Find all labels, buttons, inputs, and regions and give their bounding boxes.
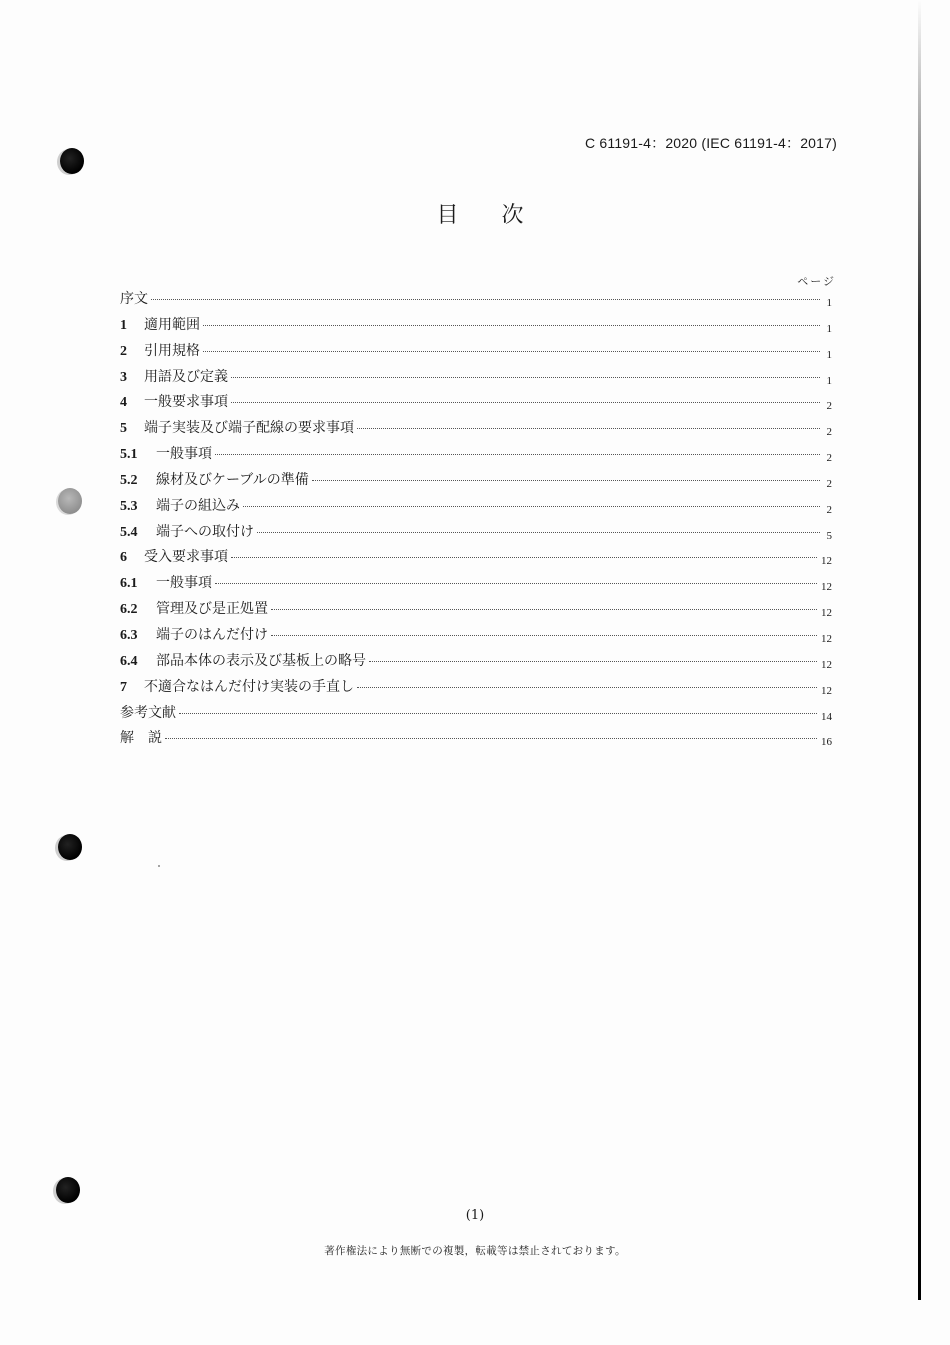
toc-entry[interactable] (120, 676, 832, 702)
toc-entry-page: 5 (826, 529, 832, 542)
toc-dot-leader (203, 324, 820, 326)
copyright-notice: 著作権法により無断での複製，転載等は禁止されております。 (324, 1245, 626, 1257)
toc-entry-page: 2 (826, 400, 832, 413)
toc-dot-leader (179, 712, 817, 714)
toc-dot-leader (271, 608, 817, 610)
toc-entry-title: 一般要求事項 (144, 394, 228, 411)
page-folio: (1) (465, 1208, 485, 1223)
toc-entry-number: 3 (120, 369, 127, 385)
toc-entry[interactable] (120, 495, 832, 521)
table-of-contents (120, 288, 832, 753)
toc-entry-title: 端子への取付け (156, 523, 254, 540)
toc-dot-leader (243, 505, 820, 507)
toc-entry[interactable] (120, 598, 832, 624)
toc-entry-page: 12 (821, 632, 832, 645)
toc-entry-title: 線材及びケーブルの準備 (156, 471, 309, 488)
toc-entry-number: 6.3 (120, 627, 138, 643)
toc-entry-number: 2 (120, 343, 127, 359)
toc-entry-title: 受入要求事項 (144, 549, 228, 566)
toc-entry-title: 用語及び定義 (144, 368, 228, 385)
toc-entry-title: 序文 (120, 291, 148, 307)
toc-entry-number: 5.1 (120, 447, 138, 463)
toc-entry-page: 16 (821, 736, 832, 749)
toc-entry-number: 5.4 (120, 524, 138, 540)
toc-dot-leader (257, 531, 820, 533)
toc-entry-title: 一般事項 (156, 446, 212, 463)
toc-entry-page: 1 (826, 348, 832, 361)
toc-entry[interactable] (120, 702, 832, 728)
toc-dot-leader (369, 660, 817, 662)
toc-entry-title: 管理及び是正処置 (156, 601, 268, 618)
toc-entry-number: 6.1 (120, 576, 138, 592)
toc-entry-title: 参考文献 (120, 704, 176, 721)
toc-entry[interactable] (120, 314, 832, 340)
toc-dot-leader (231, 376, 820, 378)
toc-entry-title: 端子の組込み (156, 497, 240, 514)
binder-hole (58, 834, 82, 860)
toc-entry-page: 12 (821, 684, 832, 697)
binder-hole (58, 488, 82, 514)
page-column-label: ページ (797, 275, 836, 288)
toc-dot-leader (203, 350, 820, 352)
toc-entry-title: 部品本体の表示及び基板上の略号 (156, 652, 366, 669)
toc-entry[interactable] (120, 391, 832, 417)
toc-entry[interactable] (120, 340, 832, 366)
toc-entry-page: 12 (821, 658, 832, 671)
toc-entry[interactable] (120, 469, 832, 495)
toc-entry-page: 1 (826, 297, 832, 309)
toc-dot-leader (165, 737, 817, 739)
toc-entry-number: 1 (120, 317, 127, 333)
toc-entry-title: 解 説 (120, 730, 162, 747)
binder-hole (56, 1177, 80, 1203)
toc-dot-leader (357, 427, 820, 429)
scan-edge-line (918, 0, 921, 1300)
toc-entry[interactable] (120, 546, 832, 572)
toc-entry-number: 6.4 (120, 653, 138, 669)
toc-dot-leader (215, 453, 820, 455)
toc-entry-title: 端子実装及び端子配線の要求事項 (144, 420, 354, 437)
toc-entry-number: 6 (120, 550, 127, 566)
toc-dot-leader (215, 582, 817, 584)
toc-entry-title: 端子のはんだ付け (156, 626, 268, 643)
toc-entry-page: 12 (821, 581, 832, 594)
toc-entry-page: 2 (826, 426, 832, 439)
toc-entry[interactable] (120, 727, 832, 753)
toc-entry-title: 引用規格 (144, 342, 200, 359)
toc-entry[interactable] (120, 366, 832, 392)
toc-dot-leader (231, 401, 820, 403)
toc-entry-number: 4 (120, 395, 127, 411)
toc-entry-number: 7 (120, 679, 127, 695)
toc-entry[interactable] (120, 521, 832, 547)
toc-entry[interactable] (120, 572, 832, 598)
toc-entry-page: 2 (826, 452, 832, 465)
toc-dot-leader (271, 634, 817, 636)
toc-entry-number: 5.3 (120, 498, 138, 514)
page-title: 目 次 (436, 203, 542, 228)
toc-entry-page: 2 (826, 477, 832, 490)
toc-entry-page: 1 (826, 374, 832, 387)
toc-entry-page: 2 (826, 503, 832, 516)
toc-entry-page: 12 (821, 555, 832, 568)
standard-number: C 61191-4：2020 (IEC 61191-4：2017) (584, 135, 837, 151)
toc-entry-page: 12 (821, 607, 832, 620)
toc-entry-number: 6.2 (120, 602, 138, 618)
toc-entry-number: 5 (120, 421, 127, 437)
toc-entry-page: 1 (826, 322, 832, 335)
toc-entry[interactable] (120, 650, 832, 676)
toc-entry-number: 5.2 (120, 472, 138, 488)
toc-entry-title: 一般事項 (156, 575, 212, 592)
toc-entry-page: 14 (821, 710, 832, 723)
toc-entry-title: 不適合なはんだ付け実装の手直し (144, 678, 354, 695)
toc-dot-leader (312, 479, 820, 481)
toc-dot-leader (151, 298, 820, 300)
toc-entry[interactable] (120, 288, 832, 314)
toc-dot-leader (357, 686, 817, 688)
toc-dot-leader (231, 556, 817, 558)
toc-entry[interactable] (120, 624, 832, 650)
toc-entry[interactable] (120, 443, 832, 469)
scan-speck (158, 865, 160, 867)
binder-hole (60, 148, 84, 174)
toc-entry[interactable] (120, 417, 832, 443)
toc-entry-title: 適用範囲 (144, 316, 200, 333)
